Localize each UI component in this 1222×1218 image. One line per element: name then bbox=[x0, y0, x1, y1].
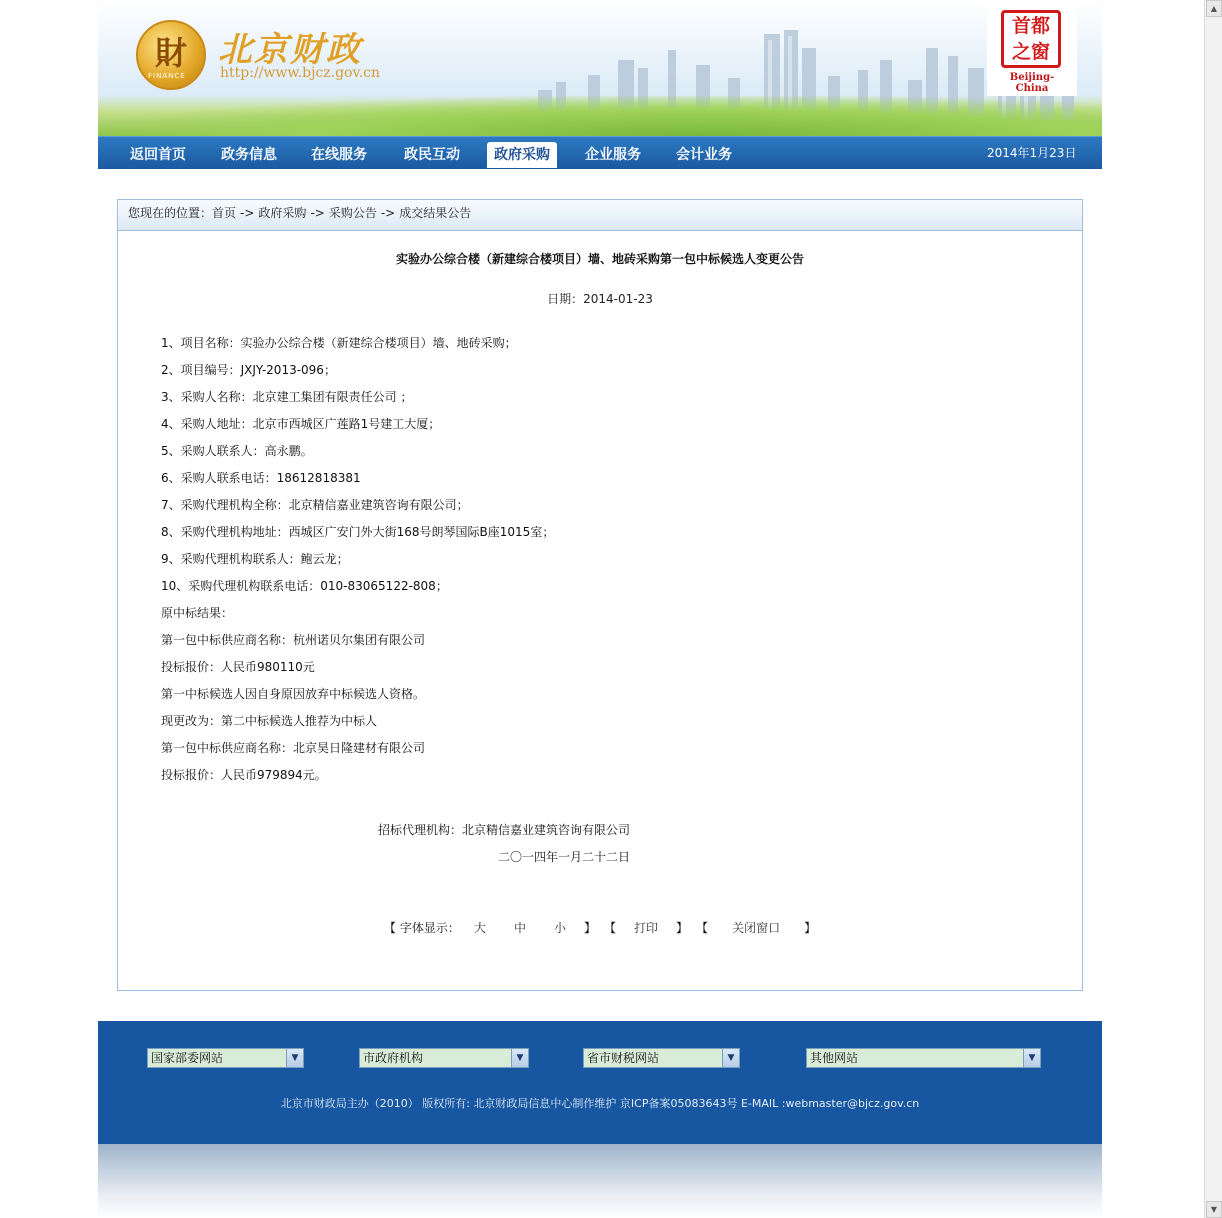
provincial-finance-select[interactable] bbox=[583, 1048, 740, 1068]
nav-item-interaction[interactable]: 政民互动 bbox=[404, 147, 460, 163]
breadcrumb-item-announcements[interactable]: 采购公告 bbox=[328, 206, 377, 220]
font-small-link[interactable]: 小 bbox=[553, 921, 566, 935]
breadcrumb-item-procurement[interactable]: 政府采购 bbox=[258, 206, 307, 220]
city-agencies-select[interactable] bbox=[359, 1048, 529, 1068]
nav-item-enterprise[interactable]: 企业服务 bbox=[585, 147, 641, 163]
badge-line-1: 首都 bbox=[1011, 15, 1050, 37]
font-medium-link[interactable]: 中 bbox=[513, 921, 526, 935]
other-sites-select-value: 其他网站 bbox=[810, 1051, 859, 1065]
vertical-scrollbar[interactable] bbox=[1204, 0, 1222, 1218]
breadcrumb bbox=[128, 204, 471, 221]
font-size-label: 字体显示： bbox=[399, 921, 460, 935]
badge-label: Beijing-China bbox=[1009, 72, 1055, 94]
font-large-link[interactable]: 大 bbox=[473, 921, 486, 935]
article-line: 8、采购代理机构地址：西城区广安门外大街168号朗琴国际B座1015室； bbox=[161, 525, 555, 539]
logo-seal-char: 財 bbox=[154, 34, 187, 72]
article-line: 原中标结果： bbox=[161, 606, 234, 620]
article-line: 5、采购人联系人：高永鹏。 bbox=[161, 444, 313, 458]
city-agencies-select-value: 市政府机构 bbox=[363, 1051, 424, 1065]
bracket-close: 】 bbox=[804, 921, 817, 935]
article-date: 日期：2014-01-23 bbox=[547, 292, 653, 306]
close-window-link[interactable]: 关闭窗口 bbox=[732, 921, 781, 935]
breadcrumb-separator: -> bbox=[310, 206, 325, 220]
breadcrumb-item-results[interactable]: 成交结果公告 bbox=[399, 206, 472, 220]
nav-item-online-service[interactable]: 在线服务 bbox=[311, 147, 367, 163]
article-line: 第一包中标供应商名称：北京昊日隆建材有限公司 bbox=[161, 741, 426, 755]
footer-gradient bbox=[98, 1144, 1102, 1218]
page bbox=[98, 0, 1102, 1218]
chevron-down-icon[interactable]: ▼ bbox=[1023, 1049, 1040, 1067]
scroll-up-icon[interactable]: ▲ bbox=[1206, 0, 1222, 17]
bracket-open: 【 bbox=[383, 921, 396, 935]
bracket-open: 【 bbox=[696, 921, 709, 935]
article-line: 第一中标候选人因自身原因放弃中标候选人资格。 bbox=[161, 687, 426, 701]
site-footer bbox=[98, 1021, 1102, 1144]
nav-item-gov-info[interactable]: 政务信息 bbox=[221, 147, 277, 163]
article-line: 4、采购人地址：北京市西城区广莲路1号建工大厦； bbox=[161, 417, 441, 431]
chevron-down-icon[interactable]: ▼ bbox=[286, 1049, 303, 1067]
logo-seal-ring-text: FINANCE bbox=[148, 72, 186, 80]
chevron-down-icon[interactable]: ▼ bbox=[511, 1049, 528, 1067]
article-line: 7、采购代理机构全称：北京精信嘉业建筑咨询有限公司； bbox=[161, 498, 469, 512]
article-panel bbox=[117, 199, 1083, 991]
article-line: 2、项目编号：JXJY-2013-096； bbox=[161, 363, 336, 377]
scroll-down-icon[interactable]: ▼ bbox=[1206, 1201, 1222, 1218]
article-line: 6、采购人联系电话：18612818381 bbox=[161, 471, 361, 485]
breadcrumb-separator: -> bbox=[240, 206, 255, 220]
article-line: 1、项目名称：实验办公综合楼（新建综合楼项目）墙、地砖采购； bbox=[161, 336, 517, 350]
article-title: 实验办公综合楼（新建综合楼项目）墙、地砖采购第一包中标候选人变更公告 bbox=[395, 252, 804, 266]
breadcrumb-bar bbox=[118, 200, 1082, 231]
page-margin-left bbox=[0, 0, 98, 1218]
article-line: 投标报价：人民币979894元。 bbox=[161, 768, 327, 782]
grass-hills-image bbox=[98, 96, 1102, 136]
bracket-close: 】 bbox=[676, 921, 689, 935]
article-line: 现更改为：第二中标候选人推荐为中标人 bbox=[161, 714, 378, 728]
other-sites-select[interactable] bbox=[806, 1048, 1041, 1068]
article-line: 10、采购代理机构联系电话：010-83065122-808； bbox=[161, 579, 448, 593]
article-line: 投标报价：人民币980110元 bbox=[161, 660, 315, 674]
bracket-open: 【 bbox=[604, 921, 617, 935]
breadcrumb-prefix: 您现在的位置： bbox=[128, 206, 213, 220]
breadcrumb-separator: -> bbox=[380, 206, 396, 220]
chevron-down-icon[interactable]: ▼ bbox=[722, 1049, 739, 1067]
article-body bbox=[161, 332, 1041, 791]
article-tools bbox=[118, 919, 1082, 939]
site-url: http://www.bjcz.gov.cn bbox=[220, 65, 381, 81]
provincial-finance-select-value: 省市财税网站 bbox=[587, 1051, 660, 1065]
print-link[interactable]: 打印 bbox=[634, 921, 659, 935]
nav-date: 2014年1月23日 bbox=[987, 146, 1077, 160]
ministry-sites-select-value: 国家部委网站 bbox=[151, 1051, 224, 1065]
signature-agent: 招标代理机构：北京精信嘉业建筑咨询有限公司 bbox=[378, 823, 631, 837]
site-title: 北京财政 bbox=[218, 30, 362, 70]
footer-copyright: 北京市财政局主办（2010） 版权所有: 北京财政局信息中心制作维护 京ICP备案05083643号 E-MAIL :webmaster@bjcz.gov.cn bbox=[280, 1097, 920, 1110]
nav-item-accounting[interactable]: 会计业务 bbox=[676, 147, 732, 163]
nav-item-home[interactable]: 返回首页 bbox=[130, 147, 186, 163]
site-header bbox=[98, 0, 1102, 136]
bracket-close: 】 bbox=[583, 921, 596, 935]
badge-line-2: 之窗 bbox=[1011, 41, 1050, 63]
nav-item-procurement[interactable]: 政府采购 bbox=[487, 142, 557, 168]
main-nav bbox=[98, 136, 1102, 169]
article-line: 第一包中标供应商名称：杭州诺贝尔集团有限公司 bbox=[161, 633, 426, 647]
article-line: 9、采购代理机构联系人：鲍云龙； bbox=[161, 552, 349, 566]
capital-window-badge[interactable] bbox=[987, 0, 1077, 96]
ministry-sites-select[interactable] bbox=[147, 1048, 304, 1068]
signature-date: 二〇一四年一月二十二日 bbox=[498, 850, 631, 864]
page-margin-right bbox=[1102, 0, 1204, 1218]
article-line: 3、采购人名称：北京建工集团有限责任公司 ； bbox=[161, 390, 413, 404]
breadcrumb-item-home[interactable]: 首页 bbox=[212, 206, 237, 220]
capital-window-stamp bbox=[1001, 10, 1061, 68]
